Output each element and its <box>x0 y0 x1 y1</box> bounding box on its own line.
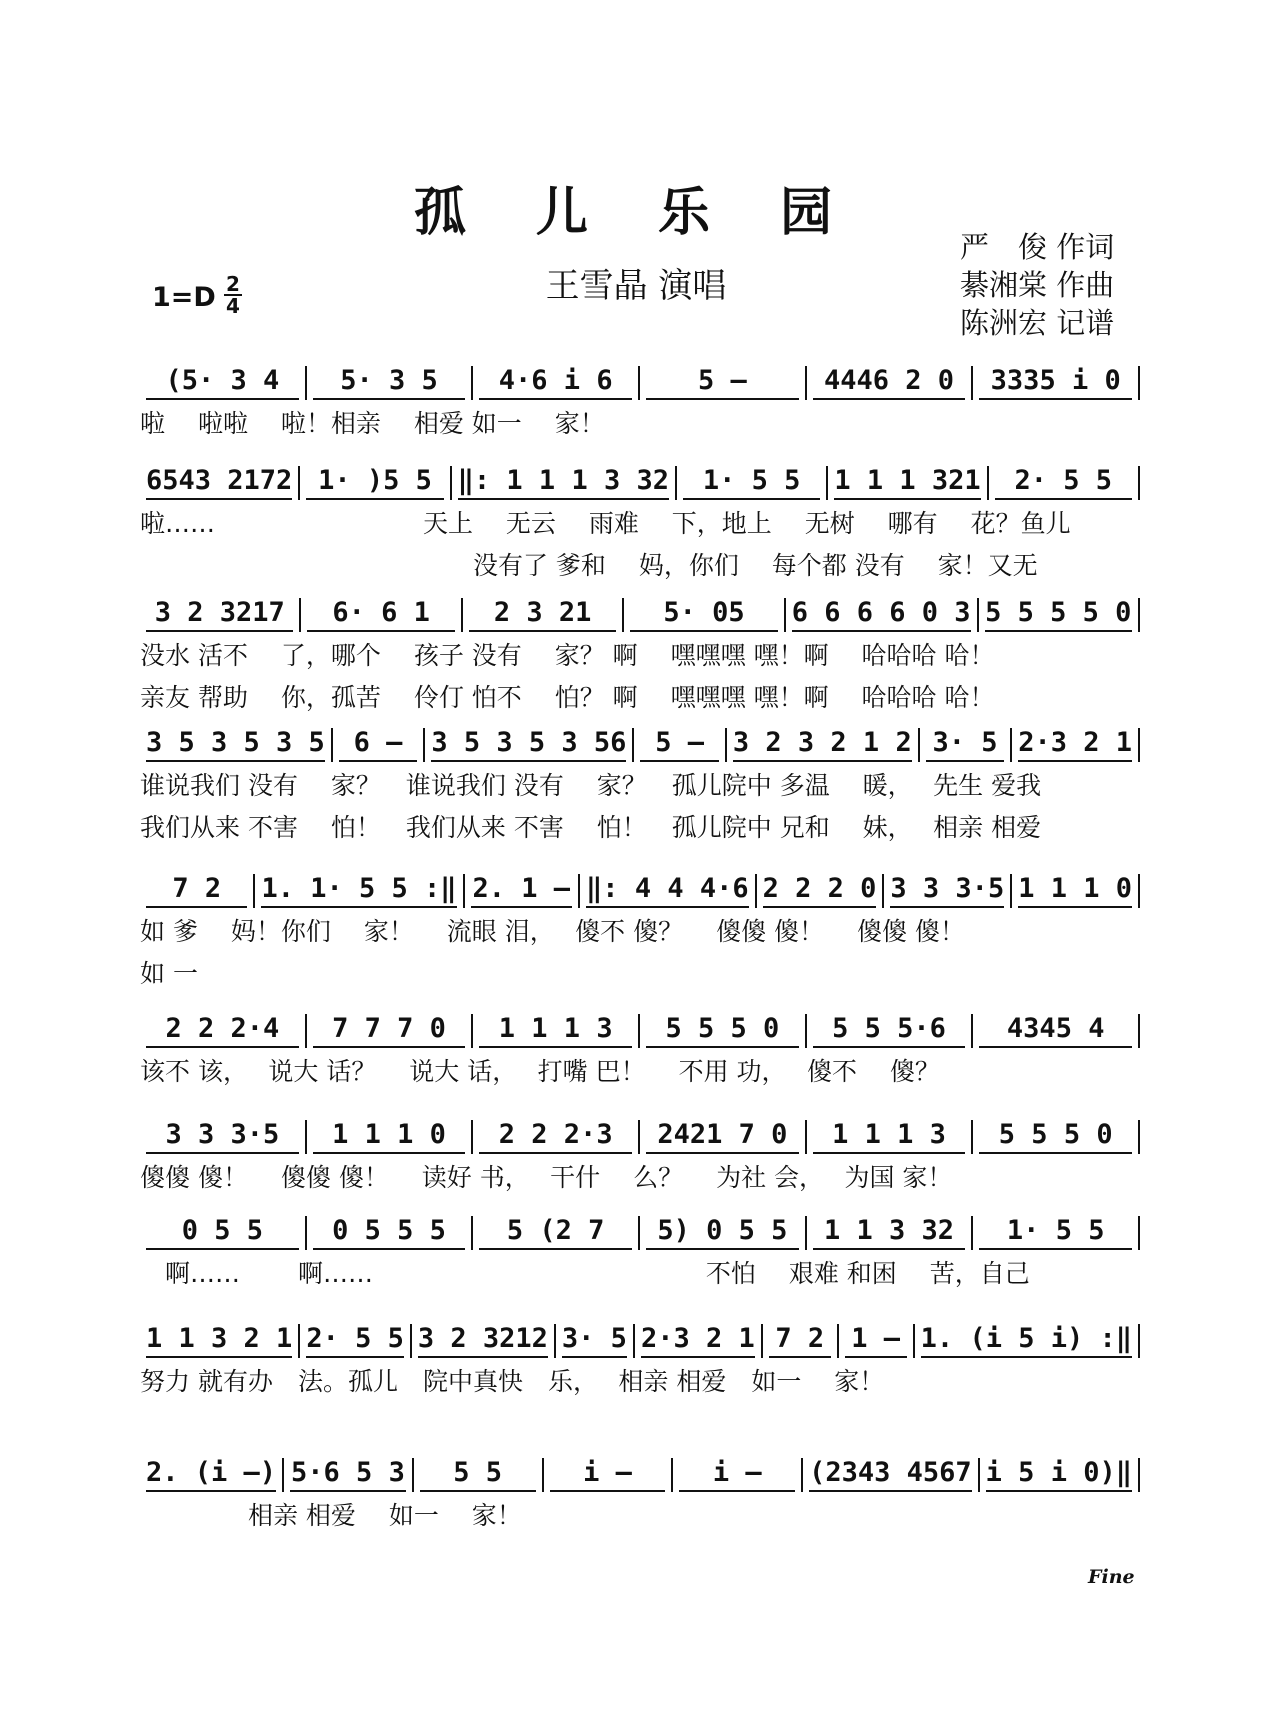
lyric-line: 傻傻 傻！ 傻傻 傻！ 读好 书， 干什 么？ 为社 会， 为国 家！ <box>140 1163 953 1192</box>
measure: i – <box>679 1457 795 1492</box>
measure: 4345 4 <box>979 1013 1132 1048</box>
measure: 5 – <box>646 365 799 400</box>
barline <box>805 1216 807 1250</box>
barline <box>450 466 452 500</box>
measure: 4·6 i 6 <box>479 365 632 400</box>
notation-line <box>140 1210 1140 1250</box>
song-title: 孤 儿 乐 园 <box>413 183 859 243</box>
measure: 5 5 5 0 <box>646 1013 799 1048</box>
measure: 3 5 3 5 3 56 <box>431 727 626 762</box>
barline <box>805 366 807 400</box>
notation-line <box>140 1008 1140 1048</box>
measure: 2 3 21 <box>469 597 616 632</box>
barline <box>978 1458 980 1492</box>
fine-marking: Fine <box>1088 1566 1135 1588</box>
measure: 2 2 2·3 <box>479 1119 632 1154</box>
barline <box>638 1014 640 1048</box>
measure: 1 1 1 3 <box>813 1119 966 1154</box>
measure: 7 2 <box>146 873 247 908</box>
music-system <box>140 1318 1140 1400</box>
measure: 3 2 3217 <box>146 597 293 632</box>
barline <box>638 1216 640 1250</box>
measure: 5 (2 7 <box>479 1215 632 1250</box>
music-system <box>140 1114 1140 1196</box>
barline <box>971 1014 973 1048</box>
barline <box>1138 1014 1140 1048</box>
barline <box>299 598 301 632</box>
barline <box>1138 598 1140 632</box>
lyric-line: 努力 就有办 法。孤儿 院中真快 乐， 相亲 相爱 如一 家！ <box>140 1367 885 1396</box>
barline <box>784 598 786 632</box>
barline <box>331 728 333 762</box>
measure: 5 5 <box>420 1457 536 1492</box>
barline <box>622 598 624 632</box>
barline <box>471 1014 473 1048</box>
barline <box>913 1324 915 1358</box>
measure: 0 5 5 <box>146 1215 299 1250</box>
barline <box>971 366 973 400</box>
lyric-line: 没有了 爹和 妈，你们 每个都 没有 家！又无 <box>140 551 1038 580</box>
notation-line <box>140 592 1140 632</box>
barline <box>801 1458 803 1492</box>
measure: 5 5 5 0 <box>979 1119 1132 1154</box>
measure: 3 3 3·5 <box>146 1119 299 1154</box>
lyric-line: 相亲 相爱 如一 家！ <box>140 1501 522 1530</box>
measure: 2421 7 0 <box>646 1119 799 1154</box>
composer-credit: 綦湘棠 作曲 <box>960 268 1115 302</box>
barline <box>423 728 425 762</box>
music-system <box>140 868 1140 992</box>
notation-line <box>140 460 1140 500</box>
barline <box>1138 1458 1140 1492</box>
measure: 5· 3 5 <box>313 365 466 400</box>
lyric-line: 啦…… 天上 无云 雨难 下，地上 无树 哪有 花？鱼儿 <box>140 509 1071 538</box>
barline <box>461 598 463 632</box>
barline <box>1138 1216 1140 1250</box>
transcriber-credit: 陈洲宏 记谱 <box>960 306 1115 340</box>
lyric-line: 没水 活不 了，哪个 孩子 没有 家？ 啊 嘿嘿嘿 嘿！啊 哈哈哈 哈！ <box>140 641 995 670</box>
measure: 6· 6 1 <box>307 597 454 632</box>
barline <box>471 1120 473 1154</box>
measure: 5· 05 <box>630 597 777 632</box>
credits-block <box>960 228 1114 342</box>
measure: (5· 3 4 <box>146 365 299 400</box>
barline <box>305 1216 307 1250</box>
barline <box>971 1216 973 1250</box>
measure: 3· 5 <box>926 727 1005 762</box>
music-system <box>140 460 1140 584</box>
music-system <box>140 1210 1140 1292</box>
measure: 7 7 7 0 <box>313 1013 466 1048</box>
measure: 3 5 3 5 3 5 <box>146 727 325 762</box>
notation-line <box>140 1452 1140 1492</box>
barline <box>971 1120 973 1154</box>
lyric-line: 如 爹 妈！你们 家！ 流眼 泪， 傻不 傻？ 傻傻 傻！ 傻傻 傻！ <box>140 917 965 946</box>
lyric-line: 我们从来 不害 怕！ 我们从来 不害 怕！ 孤儿院中 兄和 妹， 相亲 相爱 <box>140 813 1042 842</box>
time-signature <box>224 272 242 318</box>
barline <box>1138 366 1140 400</box>
barline <box>633 1324 635 1358</box>
barline <box>671 1458 673 1492</box>
lyric-line: 谁说我们 没有 家？ 谁说我们 没有 家？ 孤儿院中 多温 暖， 先生 爱我 <box>140 771 1042 800</box>
barline <box>1138 874 1140 908</box>
barline <box>1010 728 1012 762</box>
measure: 3 3 3·5 <box>890 873 1004 908</box>
barline <box>305 1120 307 1154</box>
measure: 1· 5 5 <box>683 465 820 500</box>
barline <box>305 366 307 400</box>
music-system <box>140 360 1140 442</box>
measure: 3335 i 0 <box>979 365 1132 400</box>
barline <box>918 728 920 762</box>
lyric-line: 啊…… 啊…… 不怕 艰难 和困 苦，自己 <box>140 1259 1030 1288</box>
measure: 2· 5 5 <box>995 465 1132 500</box>
barline <box>471 366 473 400</box>
measure: 1 1 1 0 <box>313 1119 466 1154</box>
barline <box>1138 466 1140 500</box>
measure: 4446 2 0 <box>813 365 966 400</box>
measure: 1· 5 5 <box>979 1215 1132 1250</box>
notation-line <box>140 1114 1140 1154</box>
measure: i – <box>550 1457 666 1492</box>
barline <box>1138 728 1140 762</box>
lyric-line: 亲友 帮助 你，孤苦 伶仃 怕不 怕？ 啊 嘿嘿嘿 嘿！啊 哈哈哈 哈！ <box>140 683 995 712</box>
music-system <box>140 722 1140 846</box>
measure: 1 1 1 0 <box>1018 873 1132 908</box>
measure: 2. (i –) <box>146 1457 276 1492</box>
barline <box>282 1458 284 1492</box>
barline <box>638 366 640 400</box>
measure: 6 – <box>339 727 418 762</box>
measure: i 5 i 0)‖ <box>986 1457 1132 1492</box>
music-system <box>140 592 1140 716</box>
measure: 5) 0 5 5 <box>646 1215 799 1250</box>
lyric-line: 啦 啦啦 啦！相亲 相爱 如一 家！ <box>140 409 605 438</box>
barline <box>755 874 757 908</box>
barline <box>471 1216 473 1250</box>
notation-line <box>140 722 1140 762</box>
measure: 6543 2172 <box>146 465 292 500</box>
music-system <box>140 1452 1140 1534</box>
barline <box>1138 1324 1140 1358</box>
barline <box>542 1458 544 1492</box>
barline <box>761 1324 763 1358</box>
time-signature-bottom: 4 <box>226 294 240 318</box>
barline <box>1010 874 1012 908</box>
measure: 6 6 6 6 0 3 <box>792 597 971 632</box>
barline <box>305 1014 307 1048</box>
measure: 1 1 3 32 <box>813 1215 966 1250</box>
barline <box>253 874 255 908</box>
measure: 1 1 3 2 1 <box>146 1323 292 1358</box>
barline <box>977 598 979 632</box>
measure: 1· )5 5 <box>306 465 443 500</box>
barline <box>837 1324 839 1358</box>
key-signature: 1=D <box>152 282 216 313</box>
measure: 3 2 3212 <box>418 1323 548 1358</box>
performer-credit: 王雪晶 演唱 <box>545 266 727 306</box>
measure: 2 2 2·4 <box>146 1013 299 1048</box>
measure: 1 1 1 321 <box>834 465 980 500</box>
barline <box>826 466 828 500</box>
measure: 5 5 5 5 0 <box>985 597 1132 632</box>
measure: 2·3 2 1 <box>1018 727 1132 762</box>
notation-line <box>140 868 1140 908</box>
measure: 2·3 2 1 <box>641 1323 755 1358</box>
measure: 5 – <box>640 727 719 762</box>
measure: 1 – <box>845 1323 907 1358</box>
measure: 7 2 <box>769 1323 831 1358</box>
measure: ‖: 1 1 1 3 32 <box>458 465 669 500</box>
barline <box>554 1324 556 1358</box>
barline <box>298 466 300 500</box>
barline <box>298 1324 300 1358</box>
barline <box>412 1458 414 1492</box>
barline <box>987 466 989 500</box>
measure: 0 5 5 5 <box>313 1215 466 1250</box>
barline <box>805 1120 807 1154</box>
barline <box>1138 1120 1140 1154</box>
lyric-line: 如 一 <box>140 959 198 988</box>
notation-line <box>140 1318 1140 1358</box>
barline <box>578 874 580 908</box>
measure: 2 2 2 0 <box>763 873 877 908</box>
barline <box>725 728 727 762</box>
measure: 1 1 1 3 <box>479 1013 632 1048</box>
barline <box>410 1324 412 1358</box>
barline <box>675 466 677 500</box>
measure: 5 5 5·6 <box>813 1013 966 1048</box>
measure: ‖: 4 4 4·6 <box>586 873 749 908</box>
measure: 1. 1· 5 5 :‖ <box>261 873 456 908</box>
measure: 5·6 5 3 <box>290 1457 406 1492</box>
barline <box>463 874 465 908</box>
barline <box>638 1120 640 1154</box>
measure: 2· 5 5 <box>306 1323 404 1358</box>
measure: 3 2 3 2 1 2 <box>733 727 912 762</box>
lyricist-credit: 严 俊 作词 <box>960 230 1115 264</box>
lyric-line: 该不 该， 说大 话？ 说大 话， 打嘴 巴！ 不用 功， 傻不 傻？ <box>140 1057 940 1086</box>
measure: 2. 1 – <box>471 873 572 908</box>
notation-line <box>140 360 1140 400</box>
time-signature-top: 2 <box>226 272 240 296</box>
barline <box>882 874 884 908</box>
barline <box>805 1014 807 1048</box>
measure: (2343 4567 <box>809 1457 972 1492</box>
music-system <box>140 1008 1140 1090</box>
barline <box>632 728 634 762</box>
measure: 3· 5 <box>562 1323 627 1358</box>
measure: 1. (i 5 i) :‖ <box>921 1323 1132 1358</box>
